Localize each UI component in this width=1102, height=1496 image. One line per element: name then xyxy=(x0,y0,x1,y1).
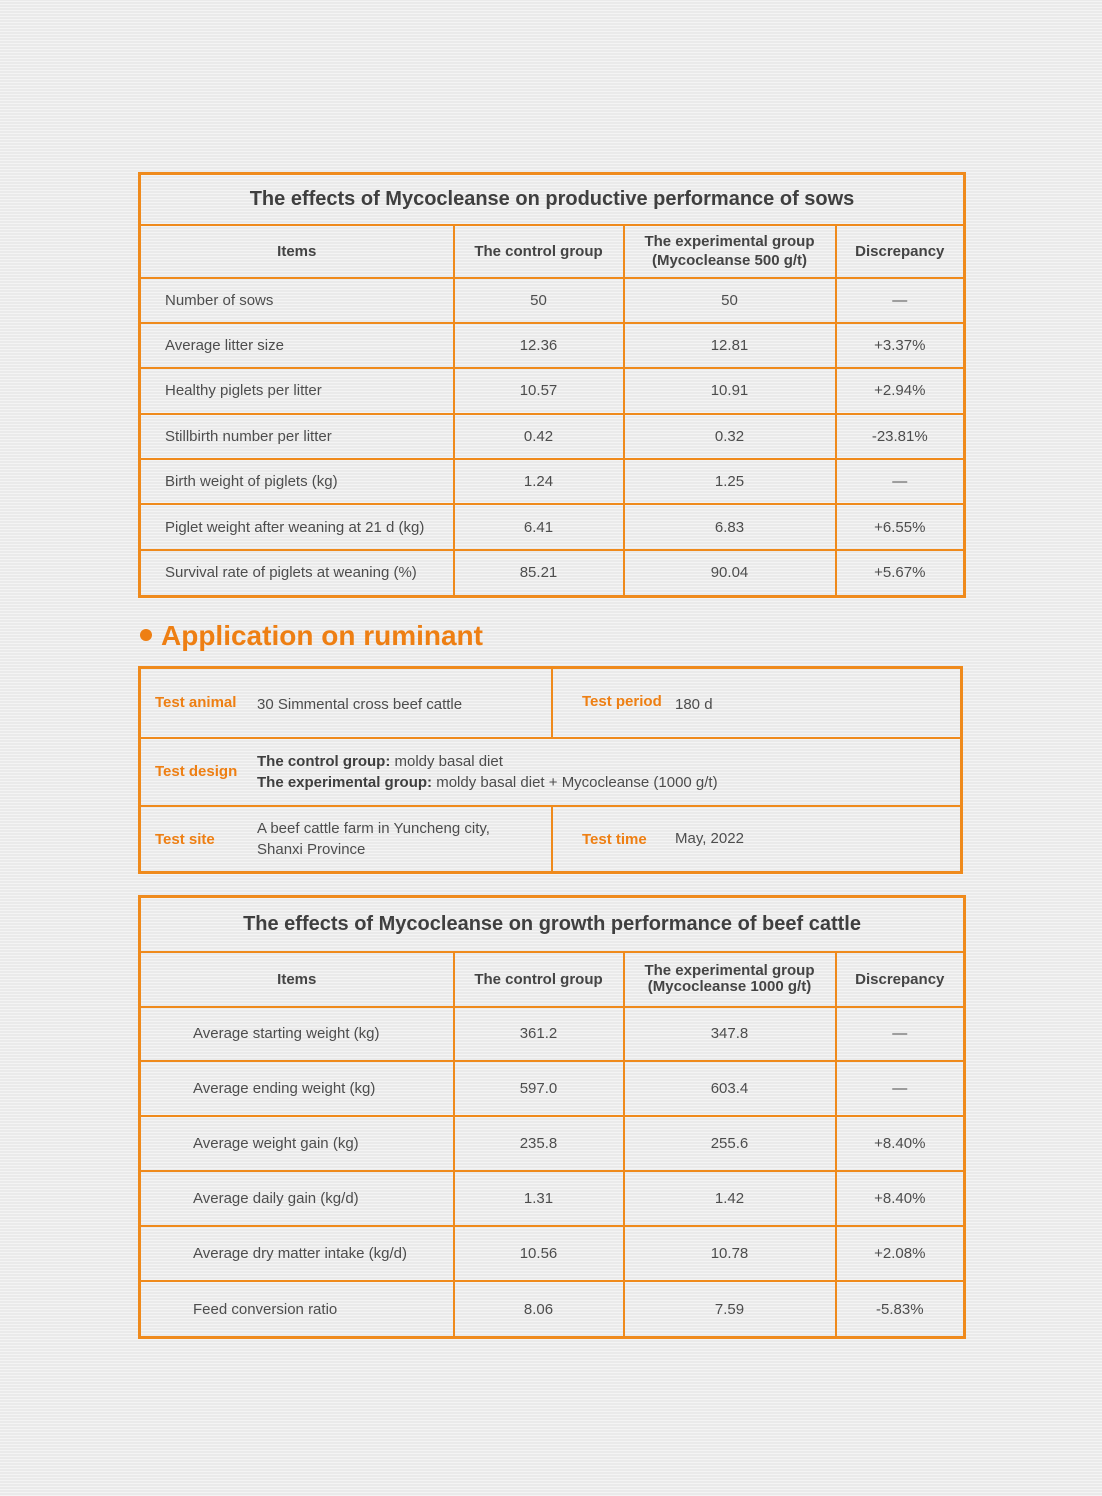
row-control-value: 10.57 xyxy=(454,368,624,413)
row-experimental-value: 12.81 xyxy=(624,323,836,368)
header-experimental-group xyxy=(624,225,836,278)
row-experimental-value: 255.6 xyxy=(624,1116,836,1171)
row-discrepancy: +8.40% xyxy=(836,1116,965,1171)
section-heading xyxy=(140,620,483,652)
row-item: Average starting weight (kg) xyxy=(140,1007,454,1062)
header-experimental-line1: The experimental group xyxy=(644,233,815,250)
row-discrepancy: — xyxy=(836,1061,965,1116)
table-row xyxy=(140,1061,965,1116)
test-site-value xyxy=(257,818,490,860)
test-time-label: Test time xyxy=(582,831,647,848)
row-item: Average dry matter intake (kg/d) xyxy=(140,1226,454,1281)
table-row xyxy=(140,368,965,413)
row-experimental-value: 6.83 xyxy=(624,504,836,549)
header-discrepancy: Discrepancy xyxy=(836,952,965,1007)
row-discrepancy: — xyxy=(836,459,965,504)
design-experimental-label: The experimental group: xyxy=(257,774,433,791)
row-experimental-value: 10.91 xyxy=(624,368,836,413)
divider xyxy=(551,669,553,737)
header-items: Items xyxy=(140,952,454,1007)
row-discrepancy: +8.40% xyxy=(836,1171,965,1226)
row-experimental-value: 347.8 xyxy=(624,1007,836,1062)
row-discrepancy: +3.37% xyxy=(836,323,965,368)
row-discrepancy: -23.81% xyxy=(836,414,965,459)
row-item: Healthy piglets per litter xyxy=(140,368,454,413)
table-row xyxy=(140,1226,965,1281)
header-discrepancy: Discrepancy xyxy=(836,225,965,278)
row-item: Number of sows xyxy=(140,278,454,323)
row-control-value: 50 xyxy=(454,278,624,323)
design-experimental-value: moldy basal diet + Mycocleanse (1000 g/t) xyxy=(436,774,718,791)
table-title: The effects of Mycocleanse on growth performance of beef cattle xyxy=(140,897,965,952)
row-discrepancy: +6.55% xyxy=(836,504,965,549)
test-animal-label: Test animal xyxy=(155,694,237,711)
row-control-value: 8.06 xyxy=(454,1281,624,1337)
row-item: Feed conversion ratio xyxy=(140,1281,454,1337)
row-discrepancy: +5.67% xyxy=(836,550,965,597)
test-site-line1: A beef cattle farm in Yuncheng city, xyxy=(257,820,490,837)
test-info-row xyxy=(141,739,960,807)
header-control-group: The control group xyxy=(454,952,624,1007)
row-discrepancy: -5.83% xyxy=(836,1281,965,1337)
row-experimental-value: 90.04 xyxy=(624,550,836,597)
section-heading-text: Application on ruminant xyxy=(161,620,483,651)
row-experimental-value: 50 xyxy=(624,278,836,323)
row-item: Piglet weight after weaning at 21 d (kg) xyxy=(140,504,454,549)
row-control-value: 235.8 xyxy=(454,1116,624,1171)
row-discrepancy: — xyxy=(836,278,965,323)
row-control-value: 12.36 xyxy=(454,323,624,368)
table-title: The effects of Mycocleanse on productive performance of sows xyxy=(140,174,965,225)
row-experimental-value: 0.32 xyxy=(624,414,836,459)
test-design-label: Test design xyxy=(155,763,238,780)
row-control-value: 85.21 xyxy=(454,550,624,597)
test-design-value xyxy=(257,751,718,793)
test-info-box xyxy=(138,666,963,874)
row-experimental-value: 1.42 xyxy=(624,1171,836,1226)
row-discrepancy: — xyxy=(836,1007,965,1062)
test-info-row xyxy=(141,807,960,874)
row-item: Average ending weight (kg) xyxy=(140,1061,454,1116)
row-experimental-value: 1.25 xyxy=(624,459,836,504)
row-item: Average daily gain (kg/d) xyxy=(140,1171,454,1226)
table-row xyxy=(140,504,965,549)
row-control-value: 1.31 xyxy=(454,1171,624,1226)
row-item: Average litter size xyxy=(140,323,454,368)
row-control-value: 10.56 xyxy=(454,1226,624,1281)
test-info-row xyxy=(141,669,960,739)
test-time-value: May, 2022 xyxy=(675,830,744,847)
bullet-icon xyxy=(140,629,152,641)
row-item: Stillbirth number per litter xyxy=(140,414,454,459)
row-control-value: 6.41 xyxy=(454,504,624,549)
table-header-row xyxy=(140,952,965,1007)
table-row xyxy=(140,1171,965,1226)
table-row xyxy=(140,414,965,459)
table-row xyxy=(140,1116,965,1171)
row-control-value: 0.42 xyxy=(454,414,624,459)
row-discrepancy: +2.08% xyxy=(836,1226,965,1281)
row-experimental-value: 7.59 xyxy=(624,1281,836,1337)
row-item: Average weight gain (kg) xyxy=(140,1116,454,1171)
test-animal-value: 30 Simmental cross beef cattle xyxy=(257,696,463,713)
row-discrepancy: +2.94% xyxy=(836,368,965,413)
row-control-value: 597.0 xyxy=(454,1061,624,1116)
cattle-performance-table xyxy=(138,895,966,1339)
table-row xyxy=(140,550,965,597)
header-experimental-group xyxy=(624,952,836,1007)
table-row xyxy=(140,1281,965,1337)
row-control-value: 1.24 xyxy=(454,459,624,504)
table-row xyxy=(140,1007,965,1062)
row-control-value: 361.2 xyxy=(454,1007,624,1062)
row-item: Birth weight of piglets (kg) xyxy=(140,459,454,504)
design-control-value: moldy basal diet xyxy=(394,753,503,770)
row-item: Survival rate of piglets at weaning (%) xyxy=(140,550,454,597)
test-period-label: Test period xyxy=(582,693,662,710)
test-site-line2: Shanxi Province xyxy=(257,841,366,858)
divider xyxy=(551,807,553,874)
table-title-row xyxy=(140,174,965,225)
table-header-row xyxy=(140,225,965,278)
header-items: Items xyxy=(140,225,454,278)
test-site-label: Test site xyxy=(155,831,215,848)
header-control-group: The control group xyxy=(454,225,624,278)
row-experimental-value: 603.4 xyxy=(624,1061,836,1116)
test-period-value: 180 d xyxy=(675,696,713,713)
table-row xyxy=(140,459,965,504)
table-title-row xyxy=(140,897,965,952)
table-row xyxy=(140,278,965,323)
sows-performance-table xyxy=(138,172,966,598)
header-experimental-line2: (Mycocleanse 1000 g/t) xyxy=(647,978,812,995)
header-experimental-line2: (Mycocleanse 500 g/t) xyxy=(651,252,808,269)
design-control-label: The control group: xyxy=(257,753,391,770)
header-experimental-line1: The experimental group xyxy=(644,962,815,979)
row-experimental-value: 10.78 xyxy=(624,1226,836,1281)
table-row xyxy=(140,323,965,368)
